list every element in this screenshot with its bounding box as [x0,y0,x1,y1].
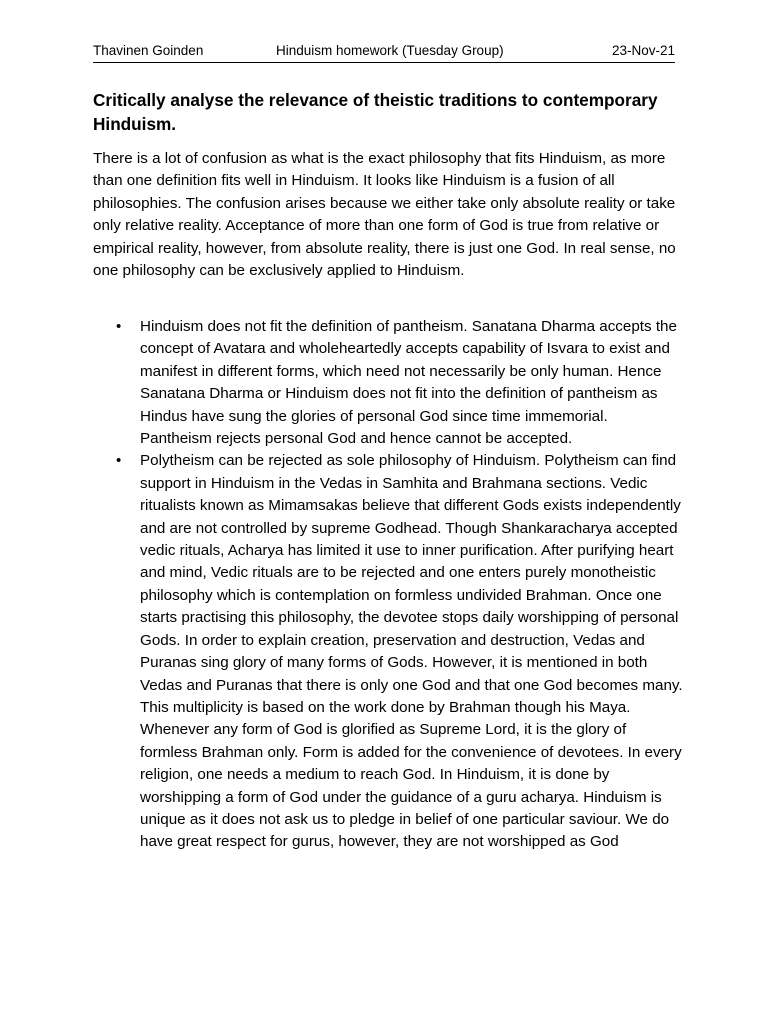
header-course: Hinduism homework (Tuesday Group) [276,43,504,58]
intro-paragraph: There is a lot of confusion as what is the exact philosophy that fits Hinduism, as more than one definition fits well in Hinduism. It looks like Hinduism is a fusion of all philosophies. The confusion arises because we either take only absolute reality or take only relative reality. Acceptance of more than one form of God is true from relative or empirical reality, however, from absolute reality, there is just one God. In real sense, no one philosophy can be exclusively applied to Hinduism. [93,150,676,280]
bullet-text: Hinduism does not fit the definition of pantheism. Sanatana Dharma accepts the concept of Avatara and wholeheartedly accepts capability of Isvara to exist and manifest in different forms, which need not necessarily be only human. Hence Sanatana Dharma or Hinduism does not fit into the definition of pantheism as Hindus have sung the glories of personal God since time immemorial. Pantheism rejects personal God and hence cannot be accepted. [140,318,677,448]
page-header [93,41,675,63]
list-item [93,316,683,450]
bullet-icon: • [116,318,122,335]
bullet-icon: • [116,452,122,470]
header-author: Thavinen Goinden [93,43,204,58]
document-title: Critically analyse the relevance of theistic traditions to contemporary Hinduism. [93,90,658,134]
bullet-list [93,316,683,854]
bullet-text: Polytheism can be rejected as sole philosophy of Hinduism. Polytheism can find support in Hinduism in the Vedas in Samhita and Brahmana sections. Vedic ritualists known as Mimamsakas believe that different Gods exists independently and are not controlled by supreme Godhead. Though Shankaracharya accepted vedic rituals, Acharya has limited it use to inner purification. After purifying heart and mind, Vedic rituals are to be rejected and one enters purely monotheistic philosophy which is contemplation on formless undivided Brahman. Once one starts practising this philosophy, the devotee stops daily worshipping of personal Gods. In order to explain creation, preservation and destruction, Vedas and Puranas sing glory of many forms of Gods. However, it is mentioned in both Vedas and Puranas that there is only one God and that one God becomes many. This multiplicity is based on the work done by Brahman though his Maya. Whenever any form of God is glorified as Supreme Lord, it is the glory of formless Brahman only. Form is added for the convenience of devotees. In every religion, one needs a medium to reach God. In Hinduism, it is done by worshipping a form of God under the guidance of a guru acharya. Hinduism is unique as it does not ask us to pledge in belief of one particular saviour. We do have great respect for gurus, however, they are not worshipped as God [140,452,683,851]
list-item [93,450,683,853]
header-date: 23-Nov-21 [611,43,675,58]
